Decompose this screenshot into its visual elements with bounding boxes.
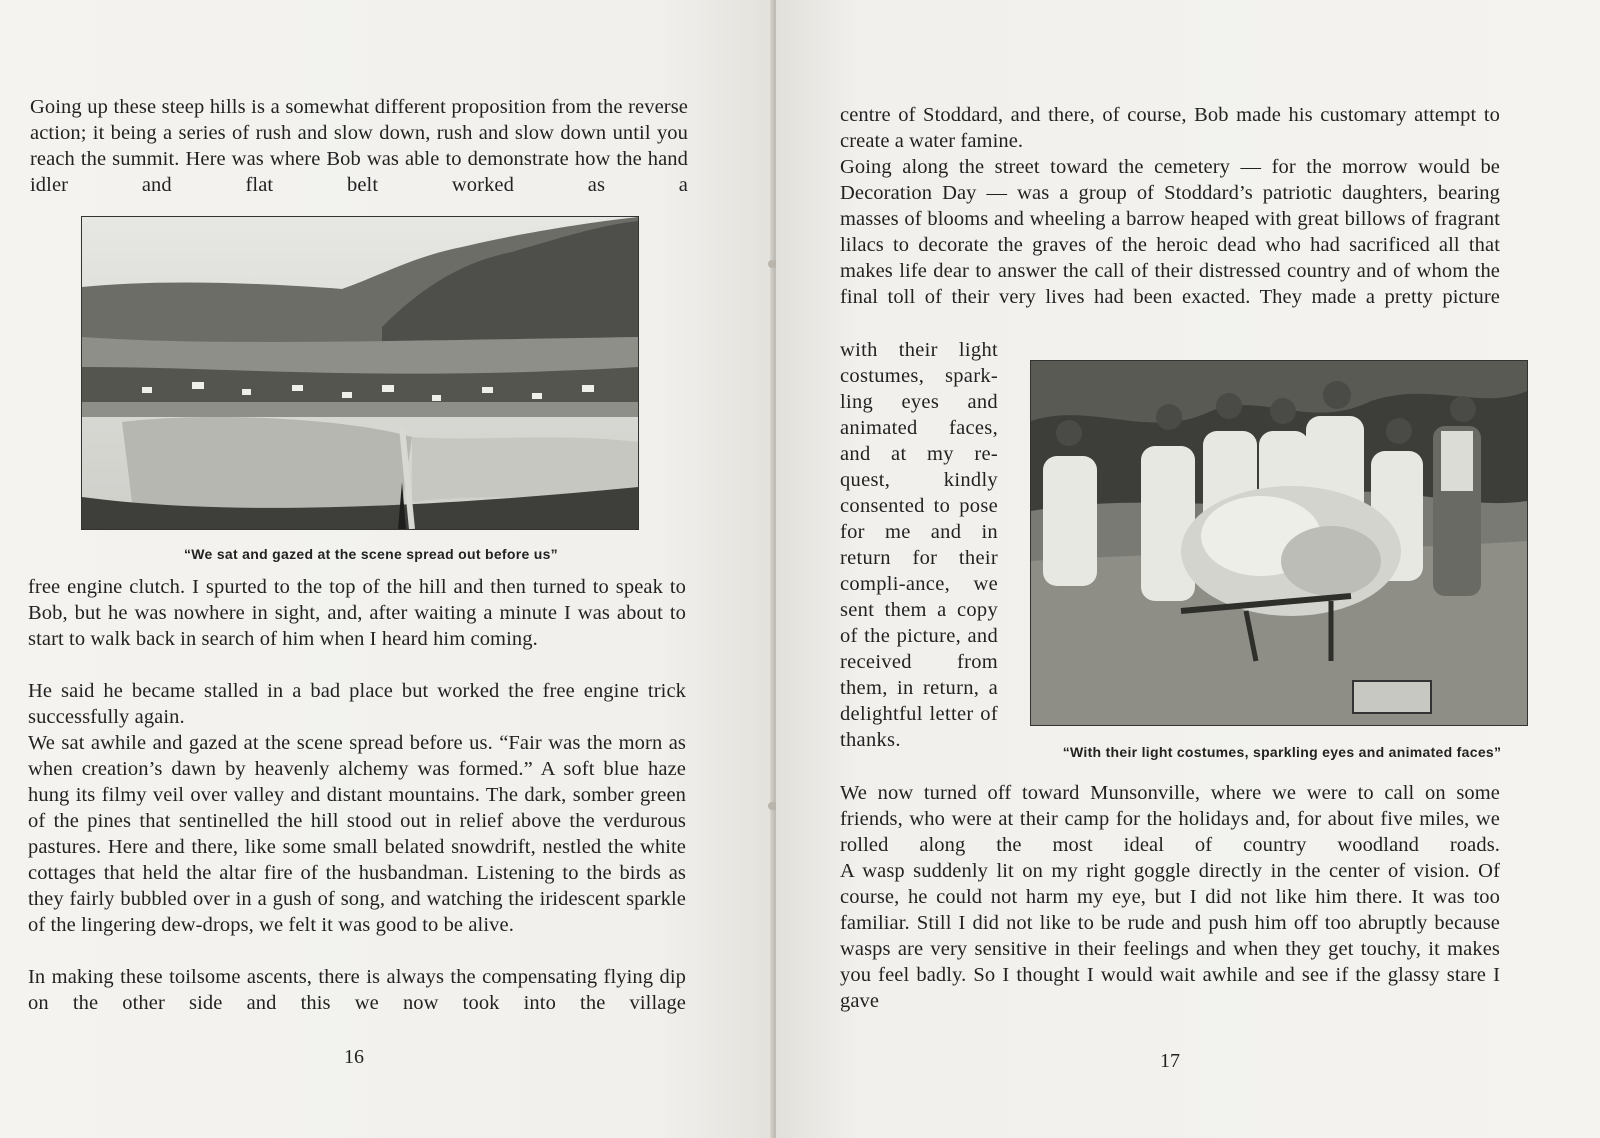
- group-of-girls-photo: [1030, 360, 1528, 726]
- right-page: [776, 0, 1600, 1138]
- group-photo-illustration: [1031, 361, 1527, 725]
- right-paragraph-2-narrow: with their light costumes, spark-ling eyes and animated faces, and at my re-quest, kindly consented to pose for me and in return for their compli-ance, we sent them a copy of the picture, and received from them, in return, a delightful letter of thanks.: [840, 339, 998, 751]
- right-paragraph-2: Going along the street toward the cemetery — for the morrow would be Decoration Day — was a group of Stoddard’s patriotic daughters, bearing masses of blooms and wheeling a barrow heaped with great billows of fragrant lilacs to decorate the graves of the heroic dead who had sacrificed all that makes life dear to answer the call of their distressed country and of whom the final toll of their very lives had been exacted. They made a pretty picture: [840, 156, 1500, 308]
- right-paragraph-1: centre of Stoddard, and there, of course, Bob made his customary attempt to create a water famine.: [840, 104, 1500, 152]
- valley-village-photo: [81, 216, 639, 530]
- page-number-right: 17: [1160, 1050, 1180, 1072]
- right-paragraph-3: We now turned off toward Munsonville, where we were to call on some friends, who were at their camp for the holidays and, for about five miles, we rolled along the most ideal of country woodland roads.: [840, 782, 1500, 856]
- left-paragraph-2: free engine clutch. I spurted to the top of the hill and then turned to speak to Bob, but he was nowhere in sight, and, after waiting a minute I was about to start to walk back in search of him when I heard him coming.: [28, 576, 686, 650]
- left-paragraph-1: Going up these steep hills is a somewhat different proposition from the reverse action; it being a series of rush and slow down, rush and slow down until you reach the summit. Here was where Bob was able to demonstrate how the hand idler and flat belt worked as a: [30, 96, 688, 196]
- right-photo-caption: “With their light costumes, sparkling eyes and animated faces”: [1062, 744, 1502, 760]
- page-number-left: 16: [344, 1046, 364, 1068]
- right-paragraph-4: A wasp suddenly lit on my right goggle directly in the center of vision. Of course, he could not harm my eye, but I did not like him there. It was too familiar. Still I did not like to be rude and push him off too abruptly because wasps are very sensitive in their feelings and when they get touchy, it makes you feel badly. So I thought I would wait awhile and see if the glassy stare I gave: [840, 860, 1500, 1012]
- left-photo-caption: “We sat and gazed at the scene spread out before us”: [184, 546, 558, 562]
- left-paragraph-3: He said he became stalled in a bad place but worked the free engine trick successfully again.: [28, 680, 686, 728]
- left-page: [0, 0, 774, 1138]
- left-paragraph-4: We sat awhile and gazed at the scene spread before us. “Fair was the morn as when creation’s dawn by heavenly alchemy was formed.” A soft blue haze hung its filmy veil over valley and distant mountains. The dark, somber green of the pines that sentinelled the hill stood out in relief above the verdurous pastures. Here and there, like some small belated snowdrift, nestled the white cottages that held the altar fire of the husbandman. Listening to the birds as they fairly bubbled over in a gush of song, and watching the iridescent sparkle of the lingering dew-drops, we felt it was good to be alive.: [28, 732, 686, 936]
- left-paragraph-5: In making these toilsome ascents, there is always the compensating flying dip on the other side and this we now took into the village: [28, 966, 686, 1014]
- valley-village-illustration: [82, 217, 638, 529]
